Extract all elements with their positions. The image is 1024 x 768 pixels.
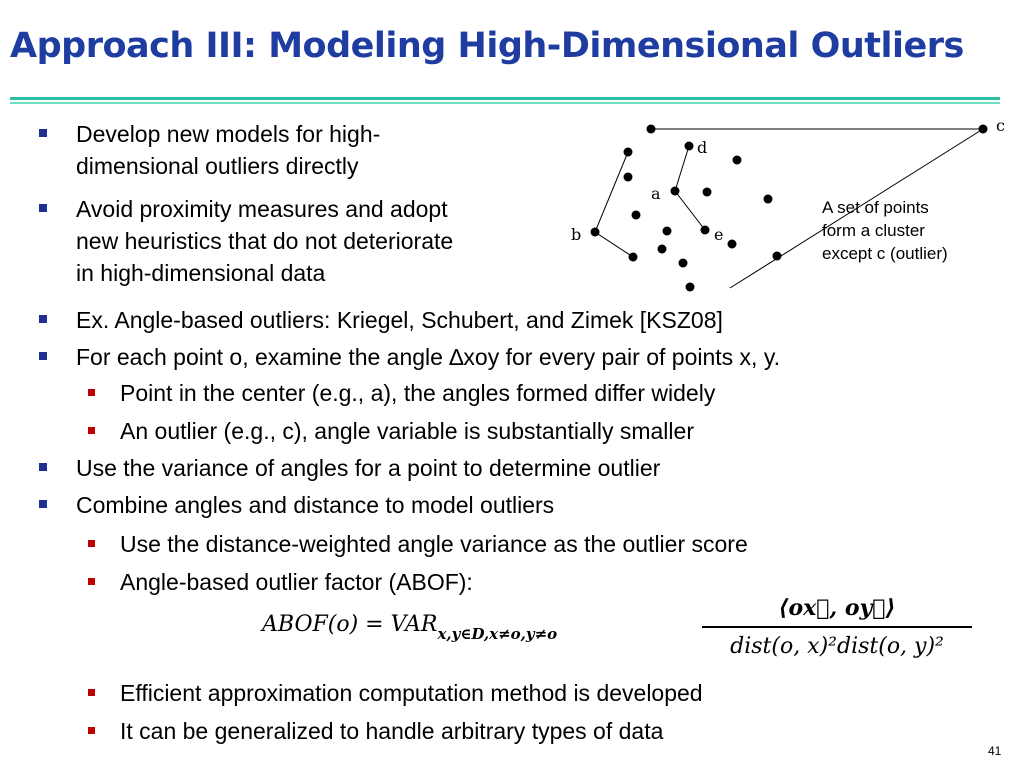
data-point xyxy=(663,227,672,236)
data-point xyxy=(624,148,633,157)
point-label-d: d xyxy=(697,138,708,157)
point-label-e: e xyxy=(714,225,724,244)
point-label-a: a xyxy=(651,184,661,203)
bullet-text: Use the variance of angles for a point to determine outlier xyxy=(76,455,661,481)
slide-number: 41 xyxy=(988,744,1002,758)
data-point xyxy=(632,211,641,220)
point-cluster-diagram xyxy=(560,112,1020,302)
sub-bullet-center-point xyxy=(120,377,715,409)
sub-bullet-marker xyxy=(88,727,95,734)
data-point-e xyxy=(701,226,710,235)
bullet-marker xyxy=(39,352,47,360)
bullet-text: dimensional outliers directly xyxy=(76,153,359,179)
data-point-b xyxy=(591,228,600,237)
bullet-text: For each point o, examine the angle ∆xoy for every pair of points x, y. xyxy=(76,344,781,370)
sub-bullet-marker xyxy=(88,427,95,434)
sub-bullet-distance-weighted xyxy=(120,528,748,560)
caption-line: except c (outlier) xyxy=(822,244,948,263)
formula-numerator: ⟨ox⃗, oy⃗⟩ xyxy=(778,595,896,621)
sub-bullet-marker xyxy=(88,689,95,696)
bullet-text: An outlier (e.g., c), angle variable is substantially smaller xyxy=(120,418,694,444)
caption-line: form a cluster xyxy=(822,221,925,240)
data-point xyxy=(679,259,688,268)
bullet-develop-models xyxy=(76,118,380,182)
data-point-d xyxy=(685,142,694,151)
bullet-angle-based xyxy=(76,304,723,336)
formula-lhs-text: ABOF(o) = VAR xyxy=(262,612,438,637)
formula-fraction xyxy=(702,590,972,664)
formula-lhs xyxy=(262,612,558,643)
data-point-c xyxy=(979,125,988,134)
bullet-marker xyxy=(39,315,47,323)
bullet-text: Use the distance-weighted angle variance as the outlier score xyxy=(120,531,748,557)
data-point xyxy=(647,125,656,134)
data-point xyxy=(658,245,667,254)
sub-bullet-approximation xyxy=(120,677,703,709)
bullet-text: new heuristics that do not deteriorate xyxy=(76,228,454,254)
sub-bullet-generalized xyxy=(120,715,663,747)
data-point-a xyxy=(671,187,680,196)
diagram-caption xyxy=(822,196,948,265)
sub-bullet-marker xyxy=(88,389,95,396)
point-label-b: b xyxy=(571,225,582,244)
bullet-marker xyxy=(39,463,47,471)
abof-formula xyxy=(262,590,982,670)
title-divider xyxy=(10,97,1000,100)
bullet-text: Point in the center (e.g., a), the angles formed differ widely xyxy=(120,380,716,406)
sub-bullet-marker xyxy=(88,540,95,547)
bullet-text: Develop new models for high- xyxy=(76,121,381,147)
caption-line: A set of points xyxy=(822,198,929,217)
data-point xyxy=(773,252,782,261)
bullet-variance xyxy=(76,452,660,484)
bullet-text: Efficient approximation computation method is developed xyxy=(120,680,703,706)
bullet-each-point xyxy=(76,341,780,373)
bullet-text: It can be generalized to handle arbitrary types of data xyxy=(120,718,664,744)
data-point xyxy=(629,253,638,262)
data-point xyxy=(764,195,773,204)
data-point xyxy=(686,283,695,292)
bullet-text: Avoid proximity measures and adopt xyxy=(76,196,448,222)
bullet-avoid-proximity xyxy=(76,193,453,289)
data-point xyxy=(728,240,737,249)
bullet-text: Combine angles and distance to model outliers xyxy=(76,492,555,518)
bullet-text: Ex. Angle-based outliers: Kriegel, Schubert, and Zimek [KSZ08] xyxy=(76,307,723,333)
formula-denominator: dist(o, x)²dist(o, y)² xyxy=(730,634,944,659)
bullet-marker xyxy=(39,204,47,212)
formula-subscript: x,y∈D,x≠o,y≠o xyxy=(437,625,558,643)
data-point xyxy=(733,156,742,165)
sub-bullet-outlier xyxy=(120,415,694,447)
data-point xyxy=(703,188,712,197)
point-label-c: c xyxy=(996,116,1005,135)
title-divider-light xyxy=(10,102,1000,104)
bullet-text: in high-dimensional data xyxy=(76,260,326,286)
bullet-marker xyxy=(39,129,47,137)
bullet-text: Angle-based outlier factor (ABOF): xyxy=(120,569,473,595)
sub-bullet-marker xyxy=(88,578,95,585)
edge-line xyxy=(595,152,633,257)
data-point xyxy=(624,173,633,182)
slide-title: Approach III: Modeling High-Dimensional Outliers xyxy=(10,26,964,66)
bullet-combine xyxy=(76,489,554,521)
bullet-marker xyxy=(39,500,47,508)
edge-line xyxy=(675,146,705,230)
